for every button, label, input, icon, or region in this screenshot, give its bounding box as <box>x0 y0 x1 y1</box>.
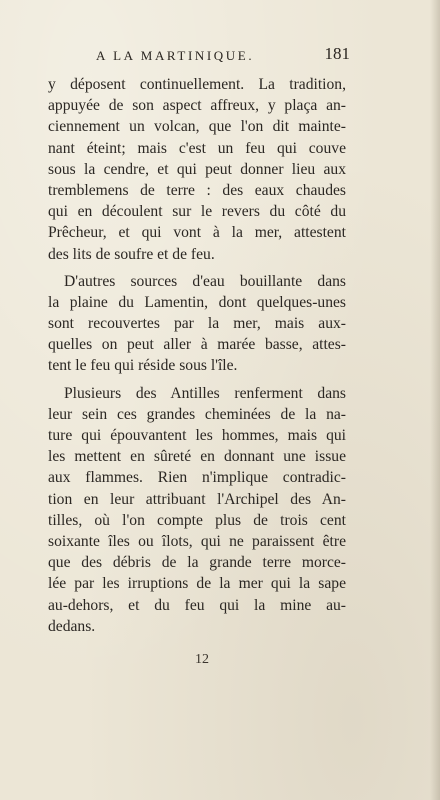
text-line: D'autres sources d'eau bouillante dans <box>64 272 346 290</box>
text-line: tremblemens de terre : des eaux chaudes <box>48 181 346 199</box>
text-line: ciennement un volcan, que l'on dit mainte- <box>48 118 346 136</box>
paragraph-3 <box>48 383 346 637</box>
text-line: Plusieurs des Antilles renferment dans <box>64 384 346 402</box>
text-line: soixante îles ou îlots, qui ne paraissent être <box>48 532 346 550</box>
text-line: tent le feu qui réside sous l'île. <box>48 357 238 375</box>
body-text <box>48 74 346 637</box>
text-line: ture qui épouvantent les hommes, mais qui <box>48 427 346 444</box>
text-line: qui en découlent sur le revers du côté du <box>48 203 346 221</box>
text-line: tion en leur attribuant l'Archipel des An- <box>48 490 346 508</box>
text-line: Prêcheur, et qui vont à la mer, attestent <box>48 224 346 242</box>
running-head: A LA MARTINIQUE. <box>96 48 255 63</box>
text-line: des lits de soufre et de feu. <box>48 245 215 263</box>
page-number: 181 <box>324 44 350 63</box>
page-edge-shadow <box>430 0 440 800</box>
text-line: dedans. <box>48 617 96 635</box>
text-line: tilles, où l'on compte plus de trois cent <box>48 511 346 529</box>
text-line: les mettent en sûreté en donnant une issue <box>48 448 346 466</box>
text-line: quelles on peut aller à marée basse, attes- <box>48 336 346 354</box>
text-line: sous la cendre, et qui peut donner lieu aux <box>48 160 346 178</box>
text-line: nant éteint; mais c'est un feu qui couve <box>48 139 346 157</box>
text-line: que des débris de la grande terre morce- <box>48 554 346 572</box>
text-line: au-dehors, et du feu qui la mine au- <box>48 596 346 614</box>
text-line: lée par les irruptions de la mer qui la sape <box>48 575 346 593</box>
text-line: sont recouvertes par la mer, mais aux- <box>48 315 346 333</box>
text-line: la plaine du Lamentin, dont quelques-unes <box>48 293 346 311</box>
text-line: aux flammes. Rien n'implique contradic- <box>48 469 346 487</box>
page-header <box>96 44 350 68</box>
text-line: leur sein ces grandes cheminées de la na- <box>48 405 346 423</box>
signature-mark: 12 <box>195 652 209 667</box>
paragraph-1 <box>48 74 346 265</box>
paragraph-2 <box>48 271 346 377</box>
text-line: appuyée de son aspect affreux, y plaça an- <box>48 97 346 115</box>
text-line: y déposent continuellement. La tradition, <box>48 76 346 93</box>
